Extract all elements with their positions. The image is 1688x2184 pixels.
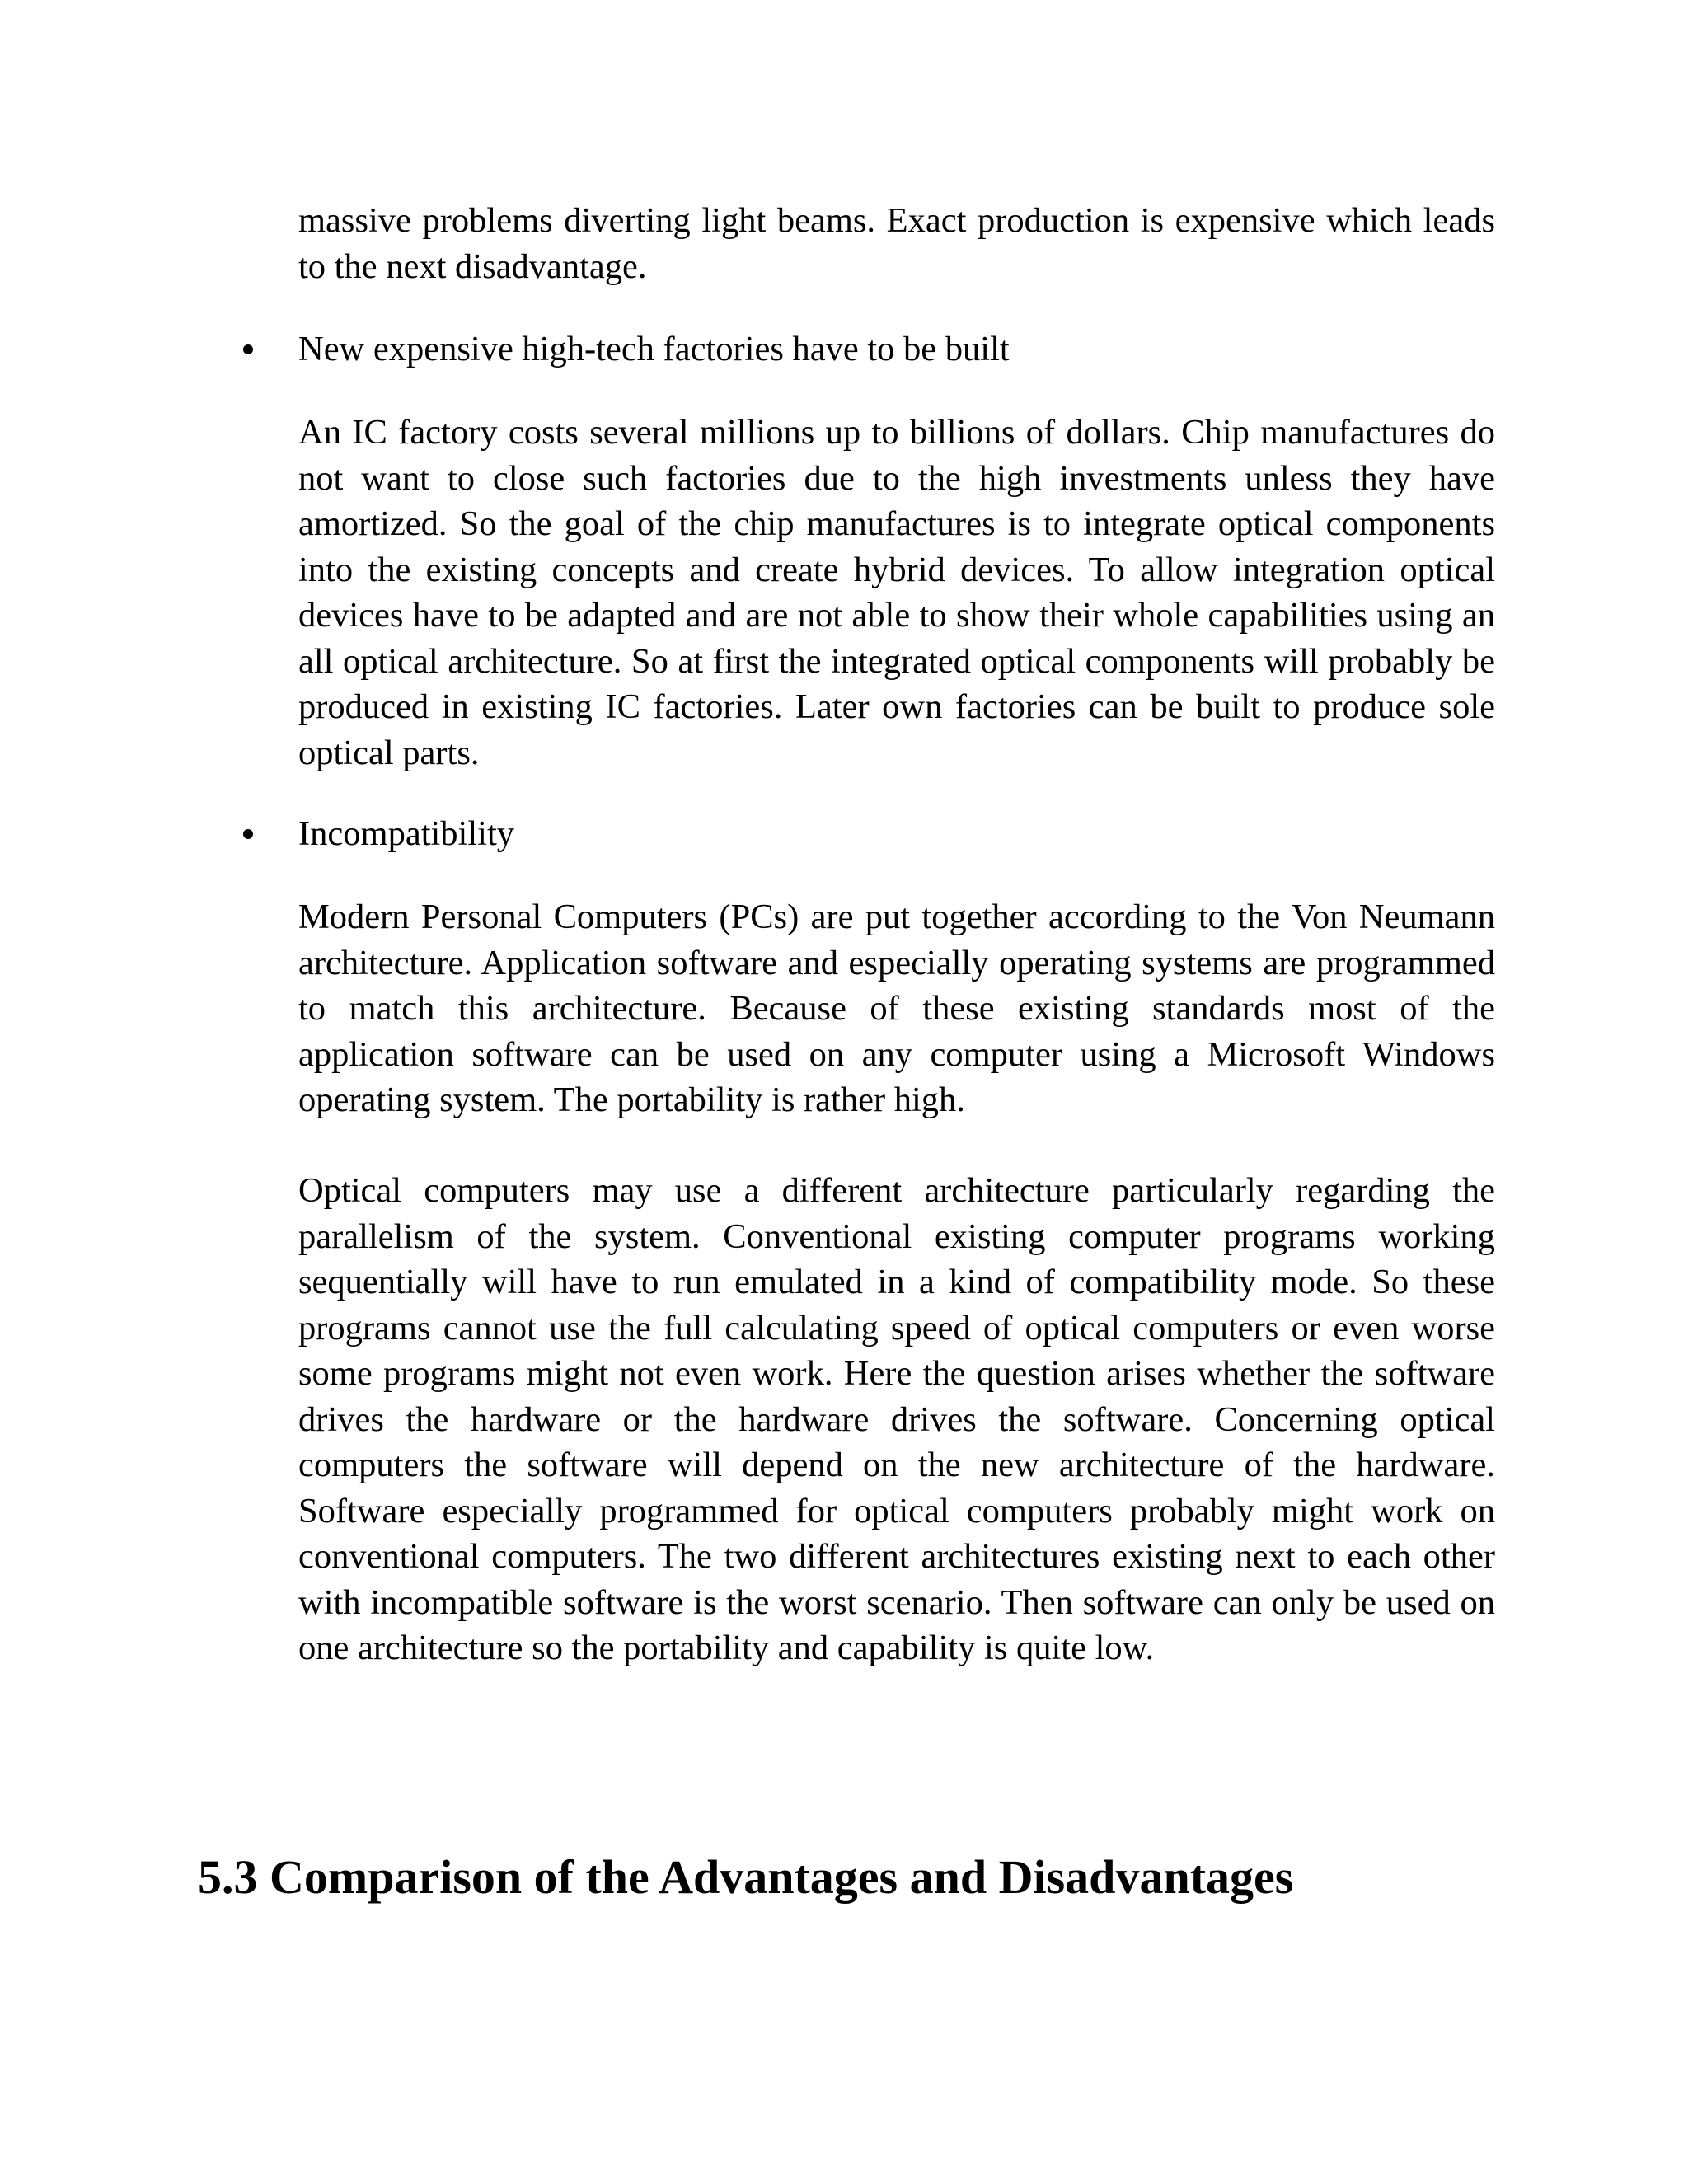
bullet-icon xyxy=(243,829,253,839)
bullet-item-incompatibility xyxy=(243,811,1496,857)
factories-paragraph: An IC factory costs several millions up to billions of dollars. Chip manufactures do not want to close such factories due to the high investments unless they have amortized. So the goal of the chip manufactures is to integrate optical components into the existing concepts and create hybrid devices. To allow integration optical devices have to be adapted and are not able to show their whole capabilities using an all optical architecture. So at first the integrated optical components will probably be produced in existing IC factories. Later own factories can be built to produce sole optical parts. xyxy=(298,413,1495,772)
bullet-item-factories xyxy=(243,326,1496,373)
continuation-paragraph: massive problems diverting light beams. Exact production is expensive which leads to the next disadvantage. xyxy=(298,201,1495,286)
bullet-title: Incompatibility xyxy=(298,814,515,853)
incompatibility-paragraph-2: Optical computers may use a different architecture particularly regarding the parallelism of the system. Conventional existing computer programs working sequentially will have to run emulated in a kind of compatibility mode. So these programs cannot use the full calculating speed of optical computers or even worse some programs might not even work. Here the question arises whether the software drives the hardware or the hardware drives the software. Concerning optical computers the software will depend on the new architecture of the hardware. Software especially programmed for optical computers probably might work on conventional computers. The two different architectures existing next to each other with incompatible software is the worst scenario. Then software can only be used on one architecture so the portability and capability is quite low. xyxy=(298,1171,1495,1667)
section-heading: 5.3 Comparison of the Advantages and Disadvantages xyxy=(198,1850,1294,1904)
incompatibility-paragraph-1: Modern Personal Computers (PCs) are put together according to the Von Neumann architecture. Application software and especially operating systems are programmed to match this architecture. Because of these existing standards most of the application software can be used on any computer using a Microsoft Windows operating system. The portability is rather high. xyxy=(298,898,1495,1119)
bullet-icon xyxy=(243,344,253,354)
bullet-title: New expensive high-tech factories have to be built xyxy=(298,330,1010,368)
